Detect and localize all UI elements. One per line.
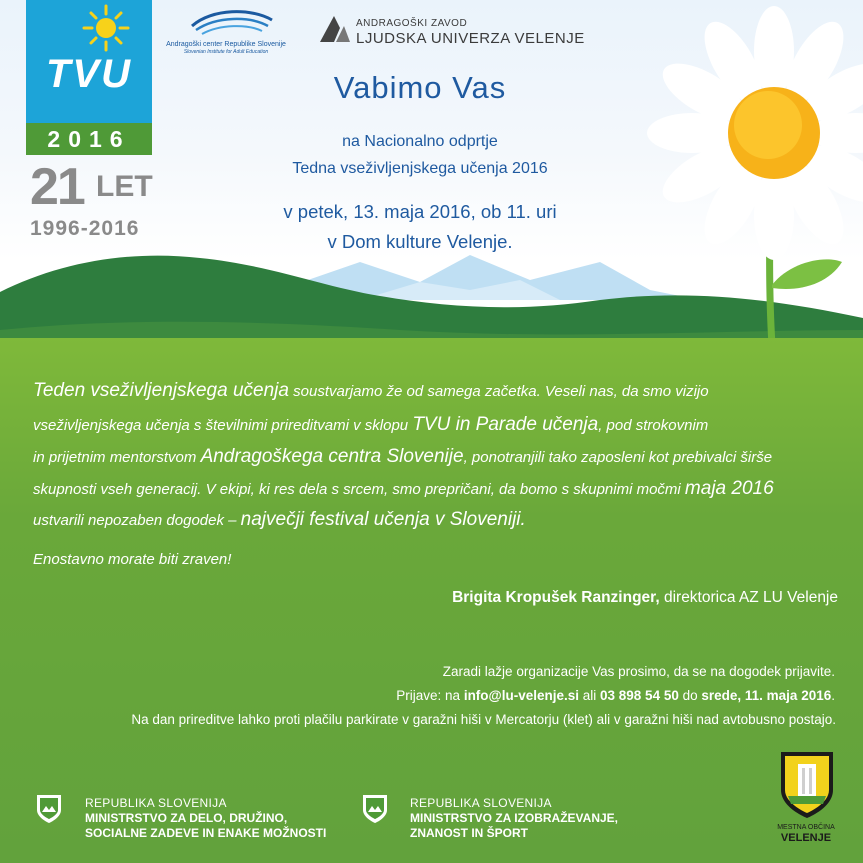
velenje-municipality-label: MESTNA OBČINA VELENJE — [777, 824, 835, 844]
body-line-2: vseživljenjskega učenja s številnimi prireditvami v sklopu TVU in Parade učenja, pod strokovnim — [33, 414, 709, 435]
closing-line: Enostavno morate biti zraven! — [33, 551, 232, 568]
invitation-line1: na Nacionalno odprtje — [342, 133, 498, 150]
lu-small-title: ANDRAGOŠKI ZAVOD — [356, 18, 468, 29]
tvu-year: 2016 — [26, 123, 152, 155]
info-line-1: Zaradi lažje organizacije Vas prosimo, da se na dogodek prijavite. — [442, 664, 835, 679]
info-line-3: Na dan prireditve lahko proti plačilu parkirate v garažni hiši v Mercatorju (klet) ali v garažni hiši nad avtobusno postajo. — [131, 712, 836, 727]
invitation-line2: Tedna vseživljenjskega učenja 2016 — [292, 160, 548, 177]
body-line-4: skupnosti vseh generacij. V ekipi, ki res dela s srcem, smo prepričani, da bomo s skupnimi močmi maja 2016 — [33, 478, 774, 499]
ministry-labour: REPUBLIKA SLOVENIJA MINISTRSTVO ZA DELO, DRUŽINO, SOCIALNE ZADEVE IN ENAKE MOŽNOSTI — [85, 796, 327, 840]
acs-subtitle: Slovenian Institute for Adult Education — [183, 49, 269, 55]
body-line-5: ustvarili nepozaben dogodek – največji festival učenja v Sloveniji. — [33, 509, 526, 530]
contact-phone: 03 898 54 50 — [600, 688, 679, 703]
acs-wave-logo — [162, 6, 292, 42]
sun-icon — [26, 0, 152, 60]
lu-big-title: LJUDSKA UNIVERZA VELENJE — [356, 30, 585, 47]
velenje-crest-icon — [779, 750, 835, 820]
flower-icon — [647, 6, 863, 260]
slovenian-coat-of-arms-icon — [36, 794, 62, 824]
anniversary-number: 21 — [30, 158, 84, 216]
anniversary-word: LET — [96, 170, 153, 203]
tvu-letters: TVU — [46, 52, 132, 96]
invitation-title: Vabimo Vas — [333, 70, 507, 105]
body-line-3: in prijetnim mentorstvom Andragoškega centra Slovenije, ponotranjili tako zaposleni kot prebivalci širše — [33, 446, 773, 467]
invitation-venue: v Dom kulture Velenje. — [327, 231, 513, 252]
info-line-2: Prijave: na info@lu-velenje.si ali 03 898 54 50 do srede, 11. maja 2016. — [396, 688, 835, 703]
acs-name: Andragoški center Republike Slovenije — [166, 41, 286, 48]
body-line-1: Teden vseživljenjskega učenja soustvarjamo že od samega začetka. Veseli nas, da smo vizijo — [33, 380, 709, 401]
ministry-education: REPUBLIKA SLOVENIJA MINISTRSTVO ZA IZOBRAŽEVANJE, ZNANOST IN ŠPORT — [410, 796, 619, 840]
anniversary-years: 1996-2016 — [30, 217, 140, 240]
lu-velenje-mark — [318, 14, 352, 44]
invitation-date: v petek, 13. maja 2016, ob 11. uri — [283, 201, 557, 222]
registration-deadline: srede, 11. maja 2016 — [701, 688, 832, 703]
contact-email: info@lu-velenje.si — [463, 688, 579, 703]
slovenian-coat-of-arms-icon — [362, 794, 388, 824]
signature: Brigita Kropušek Ranzinger, direktorica AZ LU Velenje — [452, 589, 838, 606]
